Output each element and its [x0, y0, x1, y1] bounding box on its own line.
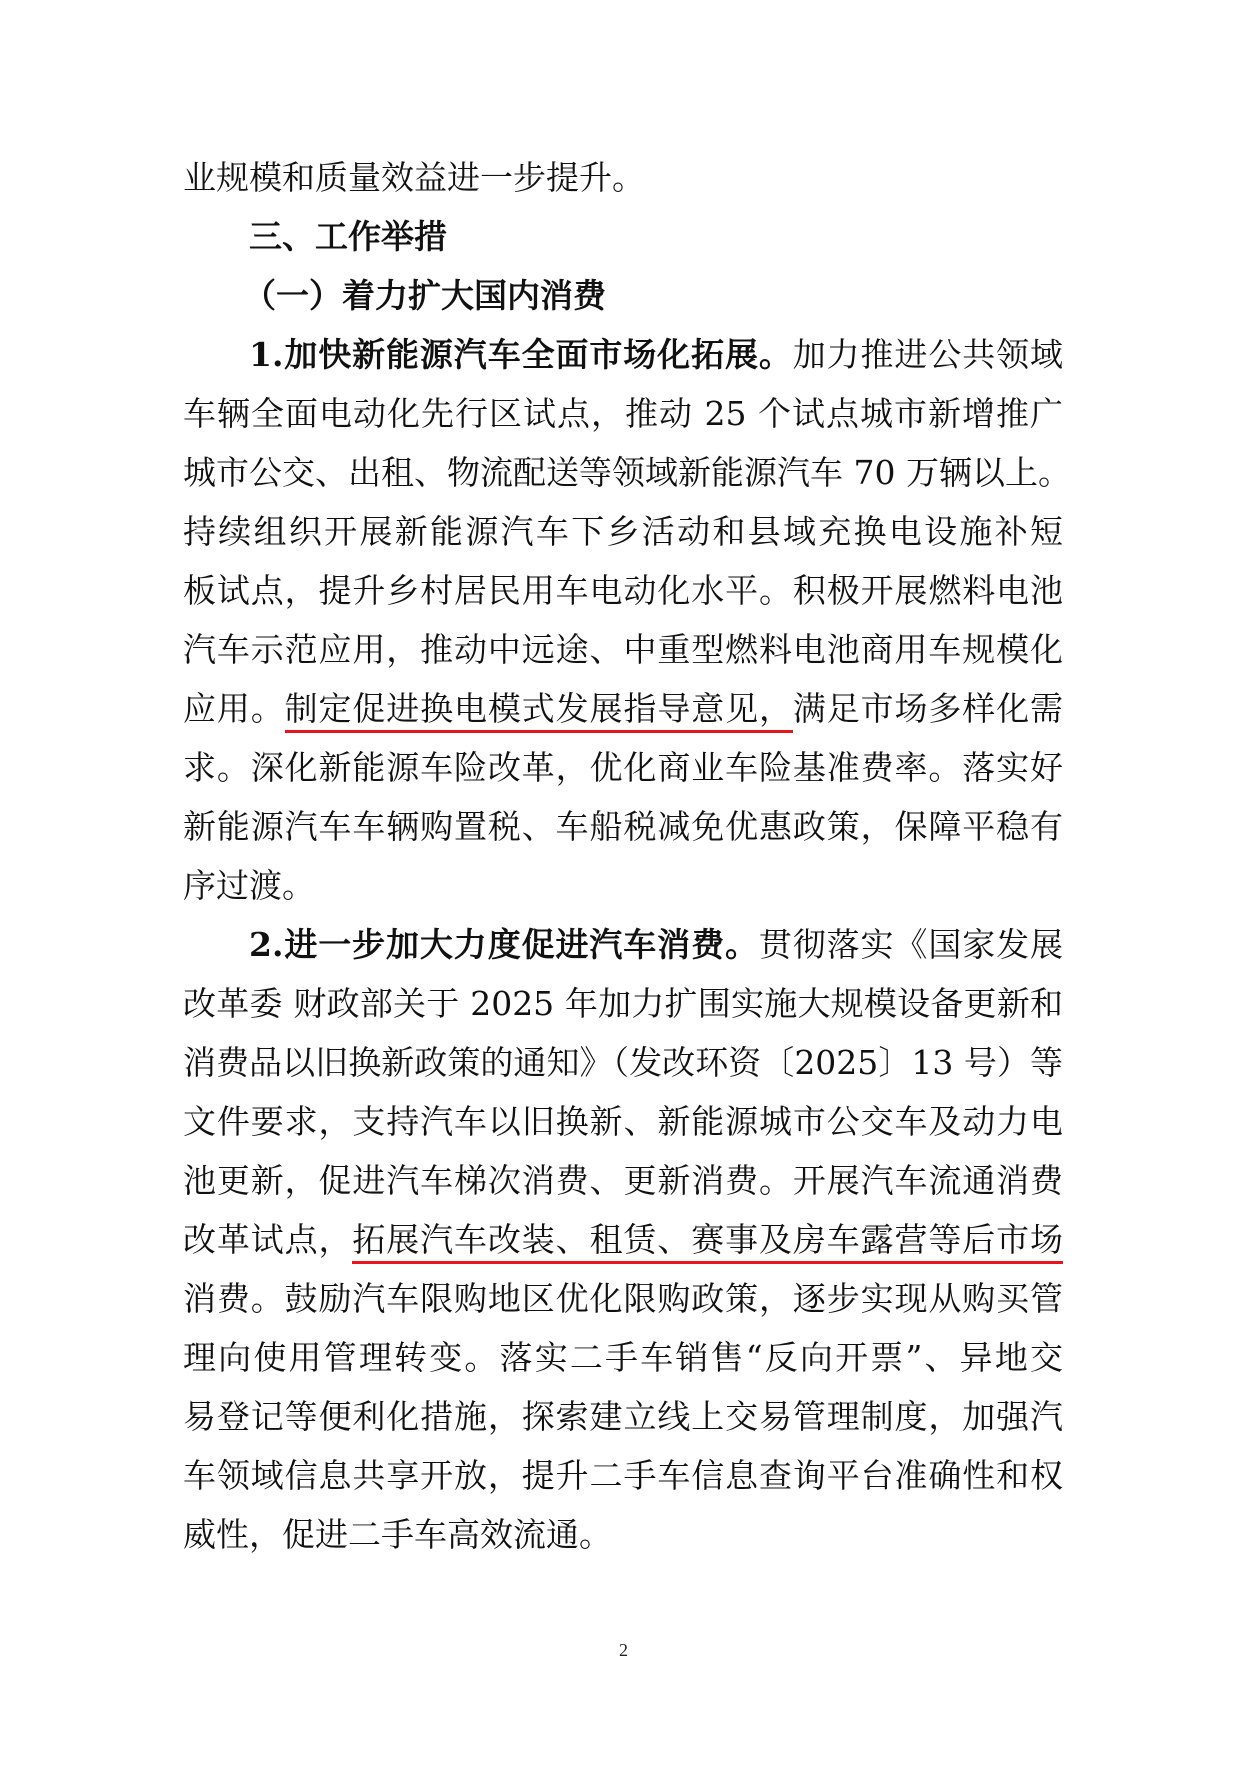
item2-line-7: 消费。鼓励汽车限购地区优化限购政策，逐步实现从购买管 [183, 1279, 1063, 1318]
item1-paragraph [183, 325, 1071, 915]
item2-line-3: 消费品以旧换新政策的通知》（发改环资〔2025〕13 号）等 [183, 1043, 1063, 1082]
item1-line-9: 新能源汽车车辆购置税、车船税减免优惠政策，保障平稳有 [183, 807, 1063, 846]
document-body [183, 148, 1071, 1564]
item1-line-10: 序过渡。 [183, 866, 315, 905]
item2-line-1 [183, 915, 1063, 974]
subsection-title: （一）着力扩大国内消费 [243, 276, 606, 315]
item1-line-1 [183, 325, 1063, 384]
item2-line-1-rest: 贯彻落实《国家发展 [758, 925, 1064, 964]
item1-line-2: 车辆全面电动化先行区试点，推动 25 个试点城市新增推广 [183, 394, 1063, 433]
item2-underlined-text: 拓展汽车改装、租赁、赛事及房车露营等后市场 [352, 1220, 1063, 1264]
opening-line: 业规模和质量效益进一步提升。 [183, 158, 645, 197]
item1-line-7-post: 满足市场多样化需 [792, 689, 1064, 728]
item1-line-8: 求。深化新能源车险改革，优化商业车险基准费率。落实好 [183, 748, 1063, 787]
item1-line-7-pre: 应用。 [183, 689, 285, 728]
page-number: 2 [619, 1640, 628, 1660]
item2-line-4: 文件要求，支持汽车以旧换新、新能源城市公交车及动力电 [183, 1102, 1063, 1141]
item2-line-6 [183, 1210, 1063, 1269]
item2-line-5: 池更新，促进汽车梯次消费、更新消费。开展汽车流通消费 [183, 1161, 1063, 1200]
item1-title: 1.加快新能源汽车全面市场化拓展。 [249, 335, 793, 374]
item1-line-7 [183, 679, 1063, 738]
item2-line-10: 车领域信息共享开放，提升二手车信息查询平台准确性和权 [183, 1456, 1063, 1495]
section-title: 三、工作举措 [249, 217, 447, 256]
item2-line-9: 易登记等便利化措施，探索建立线上交易管理制度，加强汽 [183, 1397, 1063, 1436]
item2-title: 2.进一步加大力度促进汽车消费。 [249, 925, 759, 964]
item1-line-4: 持续组织开展新能源汽车下乡活动和县域充换电设施补短 [183, 512, 1063, 551]
item2-paragraph [183, 915, 1063, 1564]
item1-line-5: 板试点，提升乡村居民用车电动化水平。积极开展燃料电池 [183, 571, 1063, 610]
item2-line-8: 理向使用管理转变。落实二手车销售“反向开票”、异地交 [183, 1338, 1063, 1377]
item1-line-3: 城市公交、出租、物流配送等领域新能源汽车 70 万辆以上。 [183, 453, 1071, 492]
item2-line-2: 改革委 财政部关于 2025 年加力扩围实施大规模设备更新和 [183, 984, 1063, 1023]
item1-underlined-text: 制定促进换电模式发展指导意见， [285, 689, 793, 733]
item2-line-11: 威性，促进二手车高效流通。 [183, 1515, 612, 1554]
item2-line-6-pre: 改革试点， [183, 1220, 353, 1259]
item1-line-1-rest: 加力推进公共领域 [792, 335, 1064, 374]
item1-line-6: 汽车示范应用，推动中远途、中重型燃料电池商用车规模化 [183, 630, 1063, 669]
